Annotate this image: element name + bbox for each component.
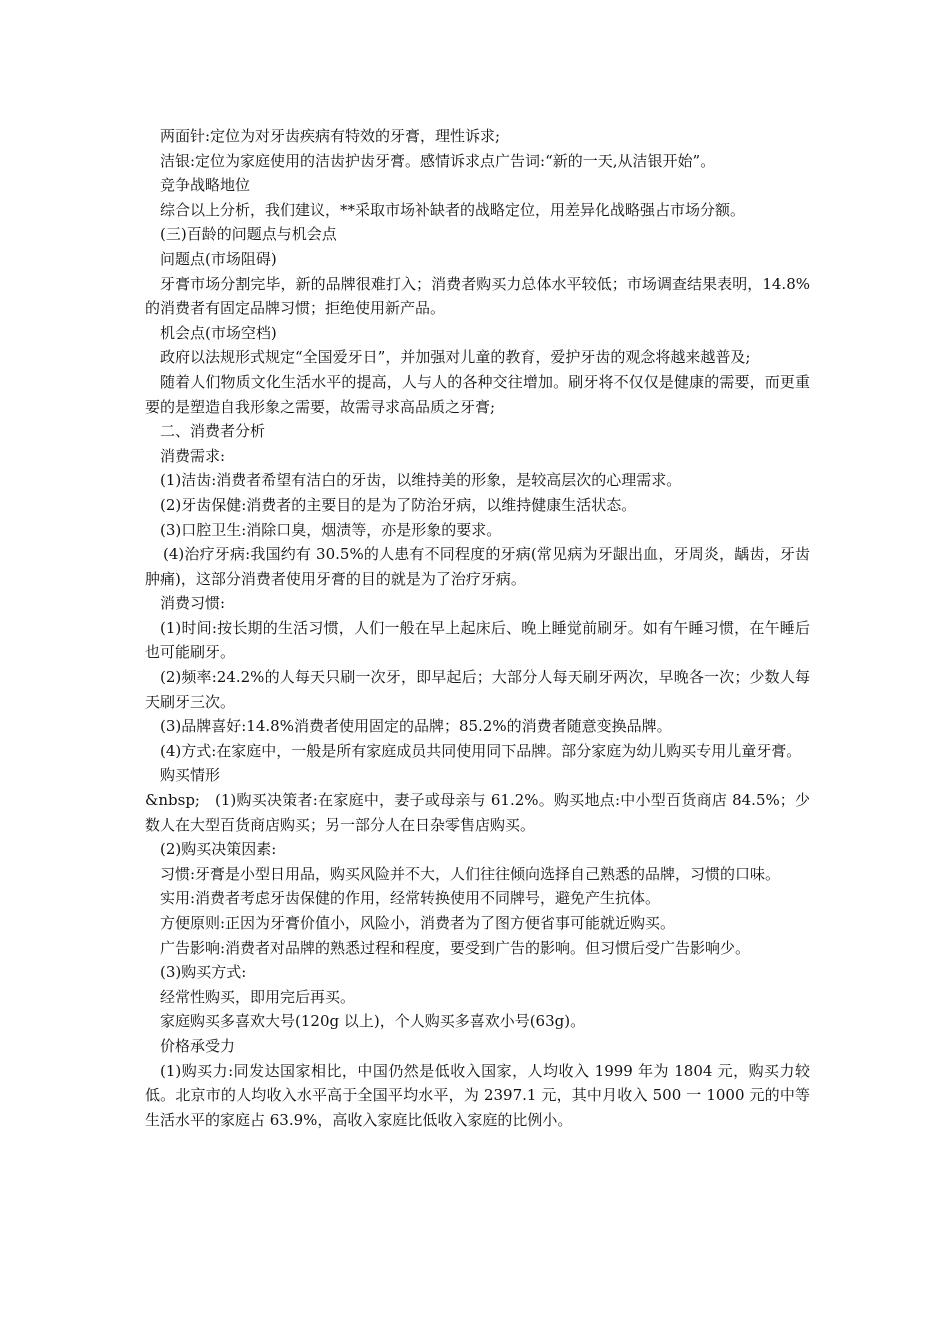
- paragraph-market-barriers: [145, 272, 810, 321]
- factor-advertising: 广告影响:消费者对品牌的熟悉过程和程度，要受到广告的影响。但习惯后受广告影响少。: [160, 938, 751, 957]
- paragraph-liangmianzhen: 两面针:定位为对牙齿疾病有特效的牙膏，理性诉求;: [160, 127, 501, 145]
- paragraph-strategy-summary: 综合以上分析，我们建议，**采取市场补缺者的战略定位，用差异化战略强占市场分额。: [160, 200, 746, 219]
- paragraph-teeth-day: 政府以法规形式规定“全国爱牙日”，并加强对儿童的教育，爱护牙齿的观念将越来越普及;: [160, 348, 751, 367]
- heading-problems-opportunities: (三)百龄的问题点与机会点: [160, 225, 337, 244]
- heading-competitive-position: 竞争战略地位: [160, 176, 251, 195]
- habit-item-2: (2)频率:24.2%的人每天只刷一次牙，即早起后；大部分人每天刷牙两次，早晚各一次；少数人每天刷牙三次。: [145, 668, 810, 711]
- heading-purchase-method: (3)购买方式:: [160, 963, 247, 982]
- heading-opportunities: 机会点(市场空档): [160, 323, 277, 342]
- need-item-2: (2)牙齿保健:消费者的主要目的是为了防治牙病，以维持健康生活状态。: [160, 495, 637, 514]
- need-item-1: (1)洁齿:消费者希望有洁白的牙齿，以维持美的形象，是较高层次的心理需求。: [160, 471, 682, 490]
- factor-practical: 实用:消费者考虑牙齿保健的作用，经常转换使用不同牌号，避免产生抗体。: [160, 889, 661, 908]
- habit-item-3: (3)品牌喜好:14.8%消费者使用固定的品牌；85.2%的消费者随意变换品牌。: [160, 717, 672, 736]
- purchase-decision-maker: &nbsp; (1)购买决策者:在家庭中，妻子或母亲与 61.2%。购买地点:中小型百货商店 84.5%；少数人在大型百货商店购买；另一部分人在日杂零售店购买。: [145, 791, 810, 834]
- need-item-4: (4)治疗牙病:我国约有 30.5%的人患有不同程度的牙病(常见病为牙龈出血，牙周炎，龋齿，牙齿肿痛)，这部分消费者使用牙膏的目的就是为了治疗牙病。: [145, 545, 810, 588]
- need-item-3: (3)口腔卫生:消除口臭，烟渍等，亦是形象的要求。: [160, 520, 502, 539]
- habit-item-1: (1)时间:按长期的生活习惯，人们一般在早上起床后、晚上睡觉前刷牙。如有午睡习惯，在午睡后也可能刷牙。: [145, 618, 810, 662]
- paragraph-living-standard: 随着人们物质文化生活水平的提高，人与人的各种交往增加。刷牙将不仅仅是健康的需要，而更重要的是塑造自我形象之需要，故需寻求高品质之牙膏;: [145, 372, 810, 416]
- price-purchasing-power: (1)购买力:同发达国家相比，中国仍然是低收入国家，人均收入 1999 年为 1804 元，购买力较低。北京市的人均收入水平高于全国平均水平，为 2397.1 元，其中月收入 500 一 1000 元的中等生活水平的家庭占 63.9%，高收入家庭比低收入家庭的比例小。: [145, 1061, 810, 1129]
- heading-price-tolerance: 价格承受力: [160, 1036, 236, 1055]
- paragraph-jieyin: 洁银:定位为家庭使用的洁齿护齿牙膏。感情诉求点广告词:“新的一天,从洁银开始”。: [160, 151, 716, 170]
- heading-consumer-analysis: 二、消费者分析: [160, 422, 266, 441]
- heading-problems: 问题点(市场阻碍): [160, 249, 277, 268]
- heading-consumer-needs: 消费需求:: [160, 446, 226, 465]
- heading-purchase-factors: (2)购买决策因素:: [160, 840, 277, 859]
- factor-convenience: 方便原则:正因为牙膏价值小，风险小，消费者为了图方便省事可能就近购买。: [160, 914, 676, 932]
- paragraph-market-barriers-text: 牙膏市场分割完毕，新的品牌很难打入；消费者购买力总体水平较低；市场调查结果表明，14.8%的消费者有固定品牌习惯；拒绝使用新产品。: [145, 274, 810, 318]
- document-body: [145, 124, 810, 1132]
- heading-purchase-situation: 购买情形: [160, 766, 221, 785]
- method-regular: 经常性购买，即用完后再买。: [160, 987, 356, 1006]
- heading-consumer-habits: 消费习惯:: [160, 594, 226, 613]
- habit-item-4: (4)方式:在家庭中，一般是所有家庭成员共同使用同下品牌。部分家庭为幼儿购买专用儿童牙膏。: [160, 741, 802, 760]
- method-size: 家庭购买多喜欢大号(120g 以上)，个人购买多喜欢小号(63g)。: [160, 1012, 586, 1031]
- factor-habit: 习惯:牙膏是小型日用品，购买风险并不大，人们往往倾向选择自己熟悉的品牌，习惯的口味。: [160, 864, 781, 883]
